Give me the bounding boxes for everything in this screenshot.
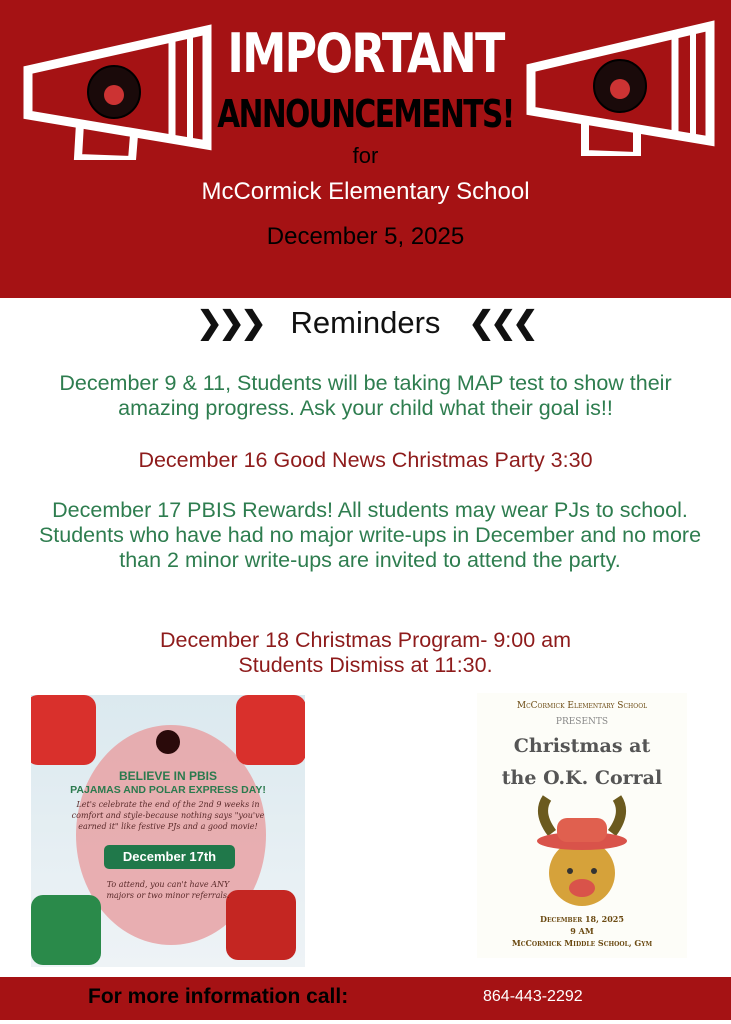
chevrons-left-icon: ❮❮❮ [468, 305, 535, 340]
pbis-flyer [31, 695, 305, 967]
christmas-program-flyer [477, 693, 687, 958]
reminder-party: December 16 Good News Christmas Party 3:30 [138, 448, 593, 472]
reminders-heading [0, 305, 731, 341]
flyer2-title-2: the O.K. Corral [501, 767, 663, 789]
school-name: McCormick Elementary School [201, 178, 530, 205]
for-label: for [352, 143, 379, 168]
title-announcements: ANNOUNCEMENTS! [217, 92, 514, 136]
reindeer-icon [532, 793, 632, 908]
footer-label: For more information call: [88, 985, 349, 1008]
announcement-date: December 5, 2025 [266, 223, 465, 250]
reminder-program: December 18 Christmas Program- 9:00 am [159, 628, 572, 652]
flyer2-time: 9 AM [570, 926, 594, 936]
school-logo [156, 730, 180, 754]
reminder-map-test: December 9 & 11, Students will be taking MAP test to show their amazing progress. Ask your child what their goal is!! [59, 371, 672, 420]
pajama-icon [31, 695, 96, 765]
footer-bar [0, 977, 731, 1020]
pajama-icon [226, 890, 296, 960]
flyer2-place: McCormick Middle School, Gym [511, 938, 653, 948]
chevrons-right-icon: ❯❯❯ [196, 305, 263, 340]
flyer-title: BELIEVE IN PBIS [118, 769, 218, 783]
flyer2-title: Christmas at [513, 735, 651, 757]
flyer-note: To attend, you can't have ANY majors or two minor referrals. [106, 880, 230, 900]
pajama-icon [31, 895, 101, 965]
flyer-body: Let's celebrate the end of the 2nd 9 weeks in comfort and style-because nothing says "you've earned it" like festive PJs and a good movie! [71, 800, 265, 831]
flyer-date: December 17th [104, 845, 235, 869]
flyer2-date: December 18, 2025 [540, 914, 624, 924]
header-banner [0, 0, 731, 298]
reminder-pbis: December 17 PBIS Rewards! All students may wear PJs to school. Students who have had no major write-ups in December and no more than 2 minor write-ups are invited to attend the party. [38, 498, 702, 572]
reminders-title: Reminders [290, 305, 441, 340]
reminder-dismiss: Students Dismiss at 11:30. [238, 653, 493, 677]
title-important: IMPORTANT [227, 22, 504, 85]
flyer2-school: McCormick Elementary School [516, 701, 648, 711]
flyer-subtitle: PAJAMAS AND POLAR EXPRESS DAY! [70, 784, 266, 796]
flyer2-presents: PRESENTS [555, 717, 609, 727]
phone-number[interactable]: 864-443-2292 [483, 988, 583, 1005]
pajama-icon [236, 695, 305, 765]
